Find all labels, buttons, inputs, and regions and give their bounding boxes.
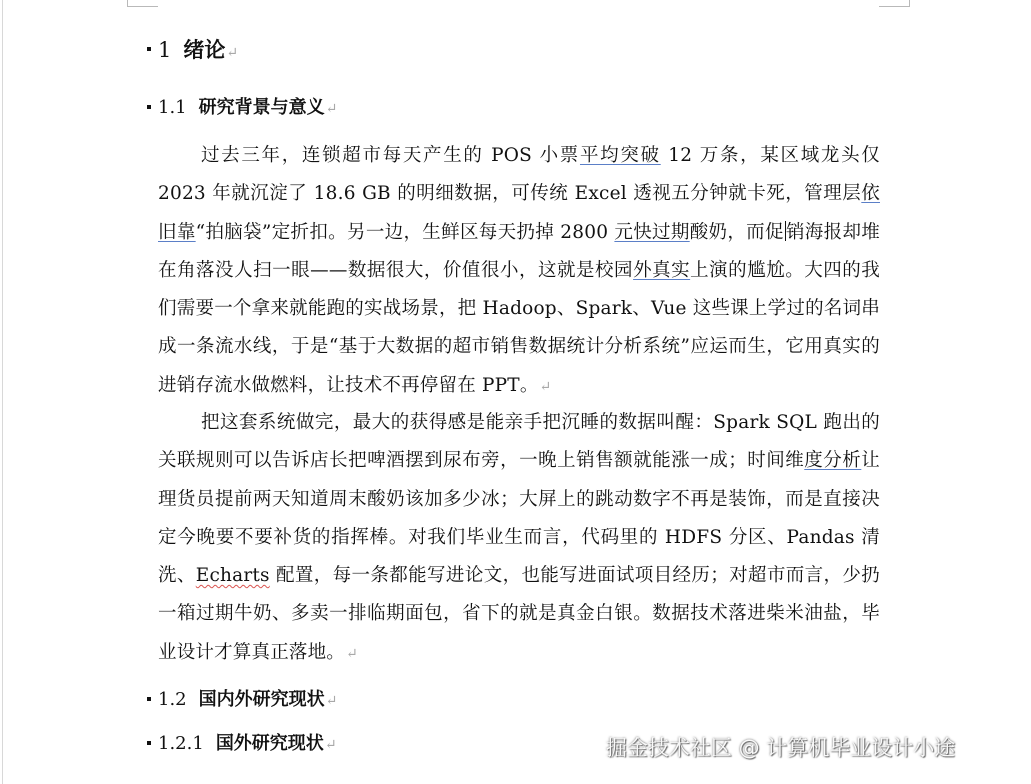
text-run: 过去三年，连锁超市每天产生的 POS 小票 bbox=[201, 145, 580, 166]
spelling-flag[interactable]: Echarts bbox=[195, 565, 270, 587]
paragraph-mark-icon: ↵ bbox=[325, 101, 338, 117]
crop-mark-top-left bbox=[127, 0, 158, 7]
text-run: 销海报却堆在角落没人扫一眼——数据很大，价值很小，这就是校园 bbox=[158, 221, 880, 281]
heading-1-2[interactable] bbox=[158, 685, 337, 711]
heading-text: 绪论 bbox=[183, 37, 226, 62]
text-run: 配置，每一条都能写进论文，也能写进面试项目经历；对超市而言，少扔一箱过期牛奶、多卖一排临期面包，省下的就是真金白银。数据技术落进柴米油盐，毕业设计才算真正落地。 bbox=[158, 565, 880, 663]
left-margin-line bbox=[2, 0, 3, 784]
grammar-flag[interactable]: 元快过期 bbox=[614, 221, 690, 243]
heading-number: 1 bbox=[158, 38, 172, 62]
grammar-flag[interactable]: 度分析 bbox=[804, 450, 862, 472]
text-run: 把这套系统做完，最大的获得感是能亲手把沉睡的数据叫醒：Spark SQL 跑出的关联规则可以告诉店长把啤酒摆到尿布旁，一晚上销售额就能涨一成；时间维 bbox=[158, 412, 880, 472]
paragraph-background[interactable] bbox=[158, 137, 880, 406]
heading-number: 1.1 bbox=[158, 97, 187, 118]
heading-1-2-1[interactable] bbox=[158, 729, 337, 755]
heading-bullet bbox=[147, 697, 151, 701]
heading-text: 研究背景与意义 bbox=[198, 97, 325, 118]
text-run: 上演的尴尬。大四的我们需要一个拿来就能跑的实战场景，把 Hadoop、Spark、Vue 这些课上学过的名词串成一条流水线，于是“基于大数据的超市销售数据统计分析系统”应运而生，它用真实的进销存流水做燃料，让技术不再停留在 PPT。 bbox=[158, 259, 880, 396]
paragraph-significance[interactable] bbox=[158, 404, 880, 673]
text-run: “拍脑袋”定折扣。另一边，生鲜区每天扔掉 2800 bbox=[195, 221, 615, 243]
paragraph-mark-icon: ↵ bbox=[325, 693, 338, 709]
paragraph-mark-icon: ↵ bbox=[226, 45, 239, 61]
heading-bullet bbox=[147, 105, 151, 109]
paragraph-mark-icon: ↵ bbox=[346, 645, 358, 662]
grammar-flag[interactable]: 外真实 bbox=[633, 259, 691, 281]
heading-text: 国内外研究现状 bbox=[198, 689, 325, 710]
paragraph-mark-icon: ↵ bbox=[324, 737, 337, 753]
text-run: 让理货员提前两天知道周末酸奶该加多少冰；大屏上的跳动数字不再是装饰，而是直接决定今晚要不要补货的指挥棒。对我们毕业生而言，代码里的 HDFS 分区、Pandas 清洗、 bbox=[158, 450, 880, 587]
heading-1[interactable] bbox=[158, 34, 238, 64]
heading-number: 1.2.1 bbox=[158, 733, 204, 754]
grammar-flag[interactable]: 依旧靠 bbox=[158, 183, 880, 243]
grammar-flag[interactable]: 平均突破 bbox=[579, 145, 661, 166]
heading-1-1[interactable] bbox=[158, 93, 337, 119]
watermark: 掘金技术社区 @ 计算机毕业设计小途 bbox=[606, 736, 956, 760]
heading-bullet bbox=[147, 47, 151, 51]
paragraph-mark-icon: ↵ bbox=[539, 378, 552, 395]
text-run: 12 万条，某区域龙头仅 2023 年就沉淀了 18.6 GB 的明细数据，可传统 Excel 透视五分钟就卡死，管理层 bbox=[158, 145, 880, 205]
text-run: 酸奶，而促 bbox=[689, 221, 784, 243]
heading-bullet bbox=[147, 741, 151, 745]
crop-mark-top-right bbox=[879, 0, 910, 7]
heading-number: 1.2 bbox=[158, 689, 187, 710]
heading-text: 国外研究现状 bbox=[215, 733, 324, 754]
